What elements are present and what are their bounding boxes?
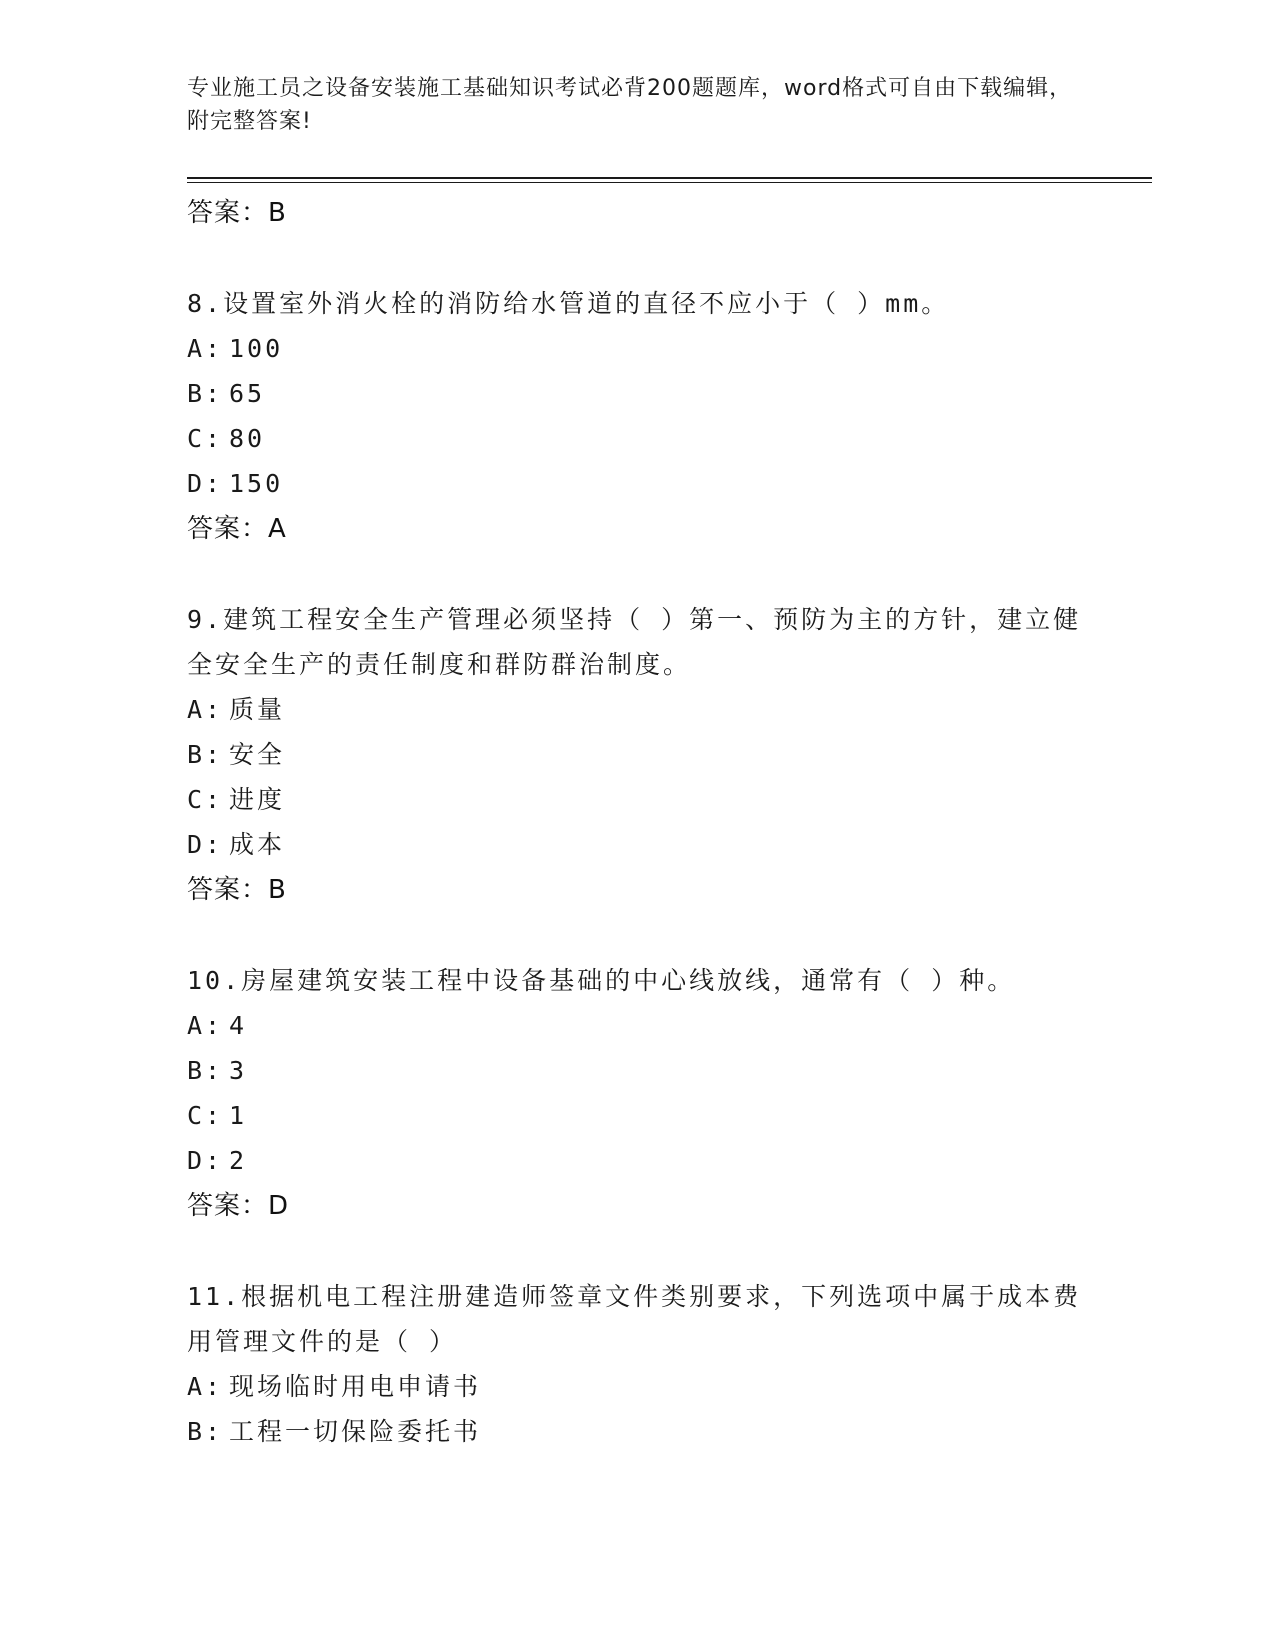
option-key: A: [187,334,224,363]
option-value: 安全 [229,740,286,769]
option-value: 成本 [229,830,286,859]
option-key: A: [187,695,224,724]
option-b [187,1048,1087,1093]
option-b [187,732,1087,777]
option-key: B: [187,740,224,769]
question-text: 9.建筑工程安全生产管理必须坚持（ ）第一、预防为主的方针，建立健全安全生产的责任制度和群防群治制度。 [187,605,1082,679]
option-value: 进度 [229,785,286,814]
header-divider-thick [187,177,1152,179]
option-value: 100 [229,334,284,363]
answer-line: 答案：D [187,1191,290,1221]
question-block [187,597,1087,913]
option-value: 1 [229,1101,248,1130]
previous-answer: 答案：B [187,198,287,228]
option-key: C: [187,785,224,814]
question-block [187,281,1087,552]
question-block [187,1274,1087,1454]
option-b [187,1409,1087,1454]
option-key: A: [187,1372,224,1401]
option-key: D: [187,830,224,859]
option-c [187,777,1087,822]
option-value: 现场临时用电申请书 [229,1372,482,1401]
option-value: 4 [229,1011,248,1040]
option-d [187,1138,1087,1183]
option-a [187,1364,1087,1409]
answer-line: 答案：B [187,875,287,905]
option-key: B: [187,379,224,408]
option-d [187,461,1087,506]
answer-line: 答案：A [187,514,287,544]
option-value: 质量 [229,695,286,724]
header-divider-thin [187,182,1152,183]
option-value: 工程一切保险委托书 [229,1417,482,1446]
option-key: D: [187,469,224,498]
question-block [187,958,1087,1229]
option-value: 2 [229,1146,248,1175]
option-key: A: [187,1011,224,1040]
option-a [187,1003,1087,1048]
question-text: 10.房屋建筑安装工程中设备基础的中心线放线，通常有（ ）种。 [187,966,1016,995]
option-value: 150 [229,469,284,498]
option-value: 3 [229,1056,248,1085]
option-value: 80 [229,424,266,453]
question-list [187,190,1087,1454]
question-text: 8.设置室外消火栓的消防给水管道的直径不应小于（ ）mm。 [187,289,950,318]
option-c [187,1093,1087,1138]
option-key: C: [187,424,224,453]
option-key: B: [187,1417,224,1446]
document-header: 专业施工员之设备安装施工基础知识考试必背200题题库，word格式可自由下载编辑，附完整答案! [187,76,1073,134]
option-a [187,326,1087,371]
question-text: 11.根据机电工程注册建造师签章文件类别要求，下列选项中属于成本费用管理文件的是（ ） [187,1282,1082,1356]
option-key: D: [187,1146,224,1175]
option-d [187,822,1087,867]
option-value: 65 [229,379,266,408]
option-b [187,371,1087,416]
option-key: B: [187,1056,224,1085]
option-a [187,687,1087,732]
option-key: C: [187,1101,224,1130]
option-c [187,416,1087,461]
